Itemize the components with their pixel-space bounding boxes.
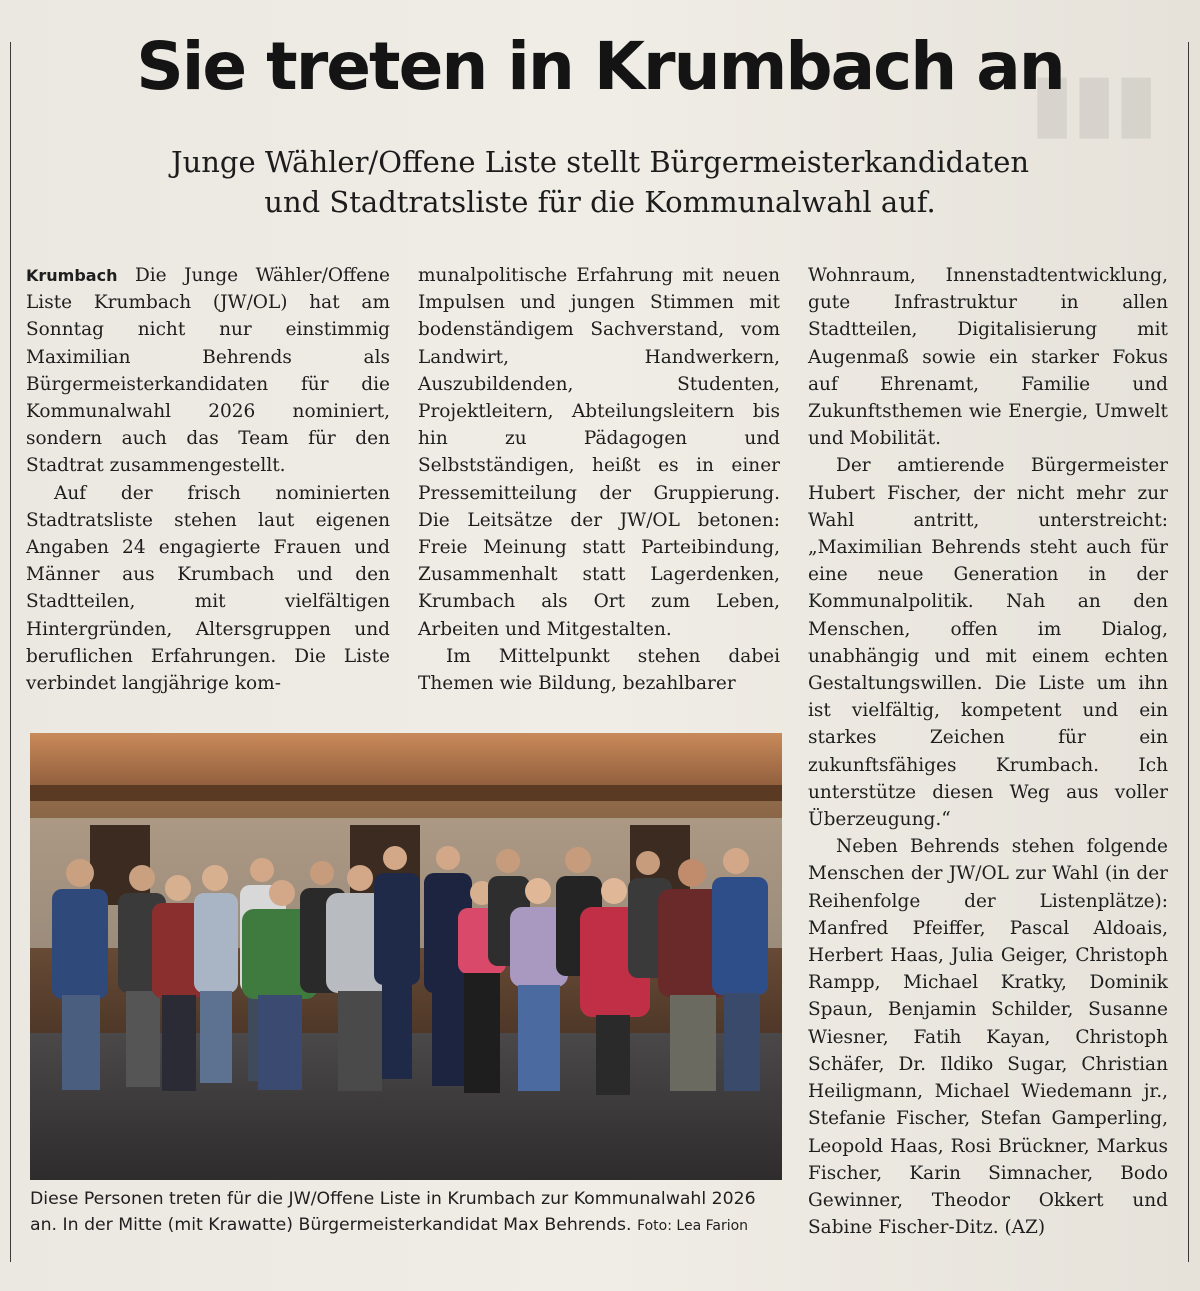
paragraph bbox=[26, 262, 390, 480]
column-rule-right bbox=[1188, 42, 1189, 1262]
paragraph: Der amtierende Bürgermeister Hubert Fischer, der nicht mehr zur Wahl antritt, unterstreicht: „Maximilian Behrends steht auch für eine neue Generation in der Kommunalpolitik. Nah an den Menschen, offen im Dialog, unabhängig und mit einem echten Gestaltungswillen. Die Liste um ihn ist vielfältig, kompetent und ein starkes Zeichen für ein zukunftsfähiges Krumbach. Ich unterstütze diesen Weg aus voller Überzeugung.“ bbox=[808, 455, 1168, 831]
headline: Sie treten in Krumbach an bbox=[136, 28, 1064, 105]
paragraph-text: Die Junge Wähler/Offene Liste Krumbach (JW/OL) hat am Sonntag nicht nur einstimmig Maximilian Behrends als Bürgermeisterkandidaten für die Kommunalwahl 2026 nominiert, sondern auch das Team für den Stadtrat zusammengestellt. bbox=[26, 265, 390, 477]
paragraph: Auf der frisch nominierten Stadtratsliste stehen laut eigenen Angaben 24 engagierte Frauen und Männer aus Krumbach und den Stadtteilen, mit vielfältigen Hintergründen, Altersgruppen und beruflichen Erfahrungen. Die Liste verbindet langjährige kom- bbox=[26, 482, 390, 695]
paragraph: munalpolitische Erfahrung mit neuen Impulsen und jungen Stimmen mit bodenständigem Sachverstand, vom Landwirt, Handwerkern, Auszubildenden, Studenten, Projektleitern, Abteilungsleitern bis hin zu Pädagogen und Selbstständigen, heißt es in einer Pressemitteilung der Gruppierung. Die Leitsätze der JW/OL betonen: Freie Meinung statt Parteibindung, Zusammenhalt statt Lagerdenken, Krumbach als Ort zum Leben, Arbeiten und Mitgestalten. bbox=[418, 265, 780, 640]
subheadline bbox=[60, 142, 1140, 222]
photo-credit: Foto: Lea Farion bbox=[637, 1218, 749, 1234]
article-column-3 bbox=[808, 262, 1168, 1241]
photo-caption bbox=[30, 1186, 782, 1239]
dateline: Krumbach bbox=[26, 266, 118, 285]
paragraph: Neben Behrends stehen folgende Menschen der JW/OL zur Wahl (in der Reihenfolge der Listenplätze): Manfred Pfeiffer, Pascal Aldoais, Herbert Haas, Julia Geiger, Christoph Rampp, Michael Kratky, Dominik Spaun, Benjamin Schilder, Susanne Wiesner, Fatih Kayan, Christoph Schäfer, Dr. Ildiko Sugar, Christian Heiligmann, Michael Wiedemann jr., Stefanie Fischer, Stefan Gamperling, Leopold Haas, Rosi Brückner, Markus Fischer, Karin Simnacher, Bodo Gewinner, Theodor Okkert und Sabine Fischer-Ditz. (AZ) bbox=[808, 836, 1168, 1239]
paragraph: Im Mittelpunkt stehen dabei Themen wie Bildung, bezahlbarer bbox=[418, 645, 780, 695]
caption-text: Diese Personen treten für die JW/Offene Liste in Krumbach zur Kommunalwahl 2026 an. In der Mitte (mit Krawatte) Bürgermeisterkandidat Max Behrends. bbox=[30, 1189, 756, 1235]
bleed-through-text: ▮▮▮ bbox=[1030, 55, 1157, 148]
paragraph: Wohnraum, Innenstadtentwicklung, gute Infrastruktur in allen Stadtteilen, Digitalisierung mit Augenmaß sowie ein starker Fokus auf Ehrenamt, Familie und Zukunftsthemen wie Energie, Umwelt und Mobilität. bbox=[808, 265, 1168, 450]
group-photo-illustration bbox=[30, 733, 782, 1180]
subheadline-line-2: und Stadtratsliste für die Kommunalwahl auf. bbox=[264, 185, 936, 219]
article-column-2 bbox=[418, 262, 780, 697]
subheadline-line-1: Junge Wähler/Offene Liste stellt Bürgermeisterkandidaten bbox=[170, 145, 1030, 179]
article-column-1 bbox=[26, 262, 390, 697]
group-photo bbox=[30, 733, 782, 1180]
column-rule-left bbox=[10, 42, 11, 1262]
